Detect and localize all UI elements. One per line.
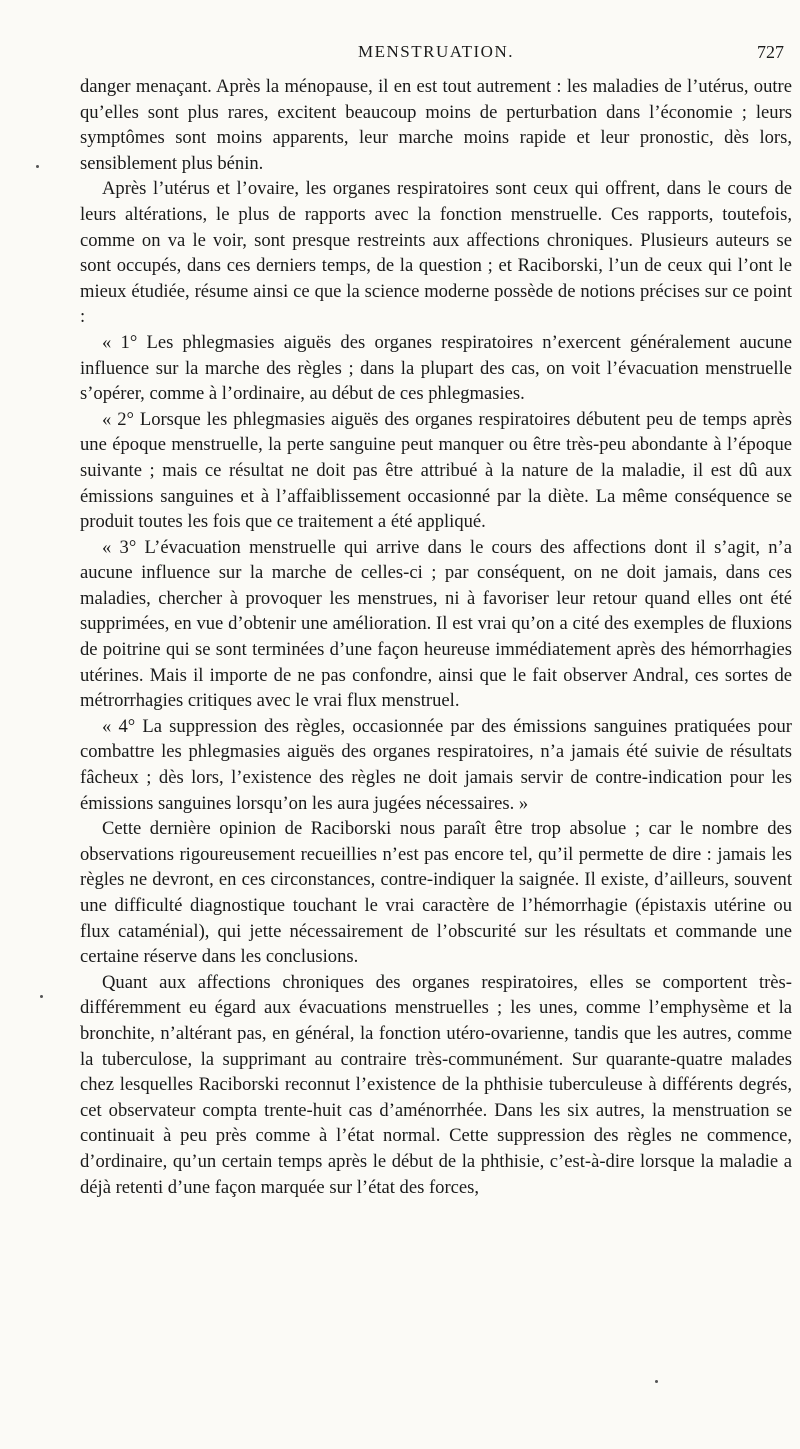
paragraph: Cette dernière opinion de Raciborski nous paraît être trop absolue ; car le nombre des observations rigoureusement recueillies n’est pas encore tel, qu’il permette de dire : jamais les règles ne devront, en ces circonstances, contre-indiquer la saignée. Il existe, d’ailleurs, souvent une difficulté diagnostique touchant le vrai caractère de l’hémorrhagie (épistaxis utérine ou flux cataménial), qui jette nécessairement de l’obscurité sur les résultats et commande une certaine réserve dans les conclusions.	[80, 818, 792, 968]
scan-speck	[40, 995, 43, 998]
paragraph: « 2° Lorsque les phlegmasies aiguës des organes respiratoires débutent peu de temps après une époque menstruelle, la perte sanguine peut manquer ou être très-peu abondante à l’époque suivante ; mais ce résultat ne doit pas être attribué à la nature de la maladie, il est dû aux émissions sanguines et à l’affaiblissement occasionné par la diète. La même conséquence se produit toutes les fois que ce traitement a été appliqué.	[80, 408, 792, 533]
running-title: MENSTRUATION.	[358, 42, 514, 61]
paragraph: Après l’utérus et l’ovaire, les organes respiratoires sont ceux qui offrent, dans le cours de leurs altérations, le plus de rapports avec la fonction menstruelle. Ces rapports, toutefois, comme on va le voir, sont presque restreints aux affections chroniques. Plusieurs auteurs se sont occupés, dans ces derniers temps, de la question ; et Raciborski, l’un de ceux qui l’ont le mieux étudiée, résume ainsi ce que la science moderne possède de notions précises sur ce point :	[80, 178, 792, 328]
scan-speck	[36, 165, 39, 168]
body-text	[80, 74, 792, 1200]
page-number: 727	[757, 42, 784, 62]
paragraph: danger menaçant. Après la ménopause, il en est tout autrement : les maladies de l’utérus, outre qu’elles sont plus rares, excitent beaucoup moins de perturbation dans l’économie ; leurs symptômes sont moins apparents, leur marche moins rapide et leur pronostic, dès lors, sensiblement plus bénin.	[80, 76, 792, 174]
scan-speck	[655, 1380, 658, 1383]
paragraph: « 1° Les phlegmasies aiguës des organes respiratoires n’exercent généralement aucune influence sur la marche des règles ; dans la plupart des cas, on voit l’évacuation menstruelle s’opérer, comme à l’ordinaire, au début de ces phlegmasies.	[80, 331, 792, 405]
book-page	[80, 34, 792, 1200]
paragraph: « 4° La suppression des règles, occasionnée par des émissions sanguines pratiquées pour combattre les phlegmasies aiguës des organes respiratoires, n’a jamais été suivie de résultats fâcheux ; dès lors, l’existence des règles ne doit jamais servir de contre-indication pour les émissions sanguines lorsqu’on les aura jugées nécessaires. »	[80, 715, 792, 814]
paragraph: Quant aux affections chroniques des organes respiratoires, elles se comportent très-différemment eu égard aux évacuations menstruelles ; les unes, comme l’emphysème et la bronchite, n’altérant pas, en général, la fonction utéro-ovarienne, tandis que les autres, comme la tuberculose, la supprimant au contraire très-communément. Sur quarante-quatre malades chez lesquelles Raciborski reconnut l’existence de la phthisie tuberculeuse à différents degrés, cet observateur compta trente-huit cas d’aménorrhée. Dans les six autres, la menstruation se continuait à peu près comme à l’état normal. Cette suppression des règles ne commence, d’ordinaire, qu’un certain temps après le début de la phthisie, c’est-à-dire lorsque la maladie a déjà retenti d’une façon marquée sur l’état des forces,	[80, 971, 792, 1198]
running-head	[80, 34, 792, 74]
paragraph: « 3° L’évacuation menstruelle qui arrive dans le cours des affections dont il s’agit, n’a aucune influence sur la marche de celles-ci ; par conséquent, on ne doit jamais, dans ces maladies, chercher à provoquer les menstrues, ni à favoriser leur retour quand elles ont été supprimées, en vue d’obtenir une amélioration. Il est vrai qu’on a cité des exemples de fluxions de poitrine qui se sont terminées d’une façon heureuse immédiatement après des hémorrhagies utérines. Mais il importe de ne pas confondre, ainsi que le fait observer Andral, ces sortes de métrorrhagies critiques avec le vrai flux menstruel.	[80, 536, 792, 712]
